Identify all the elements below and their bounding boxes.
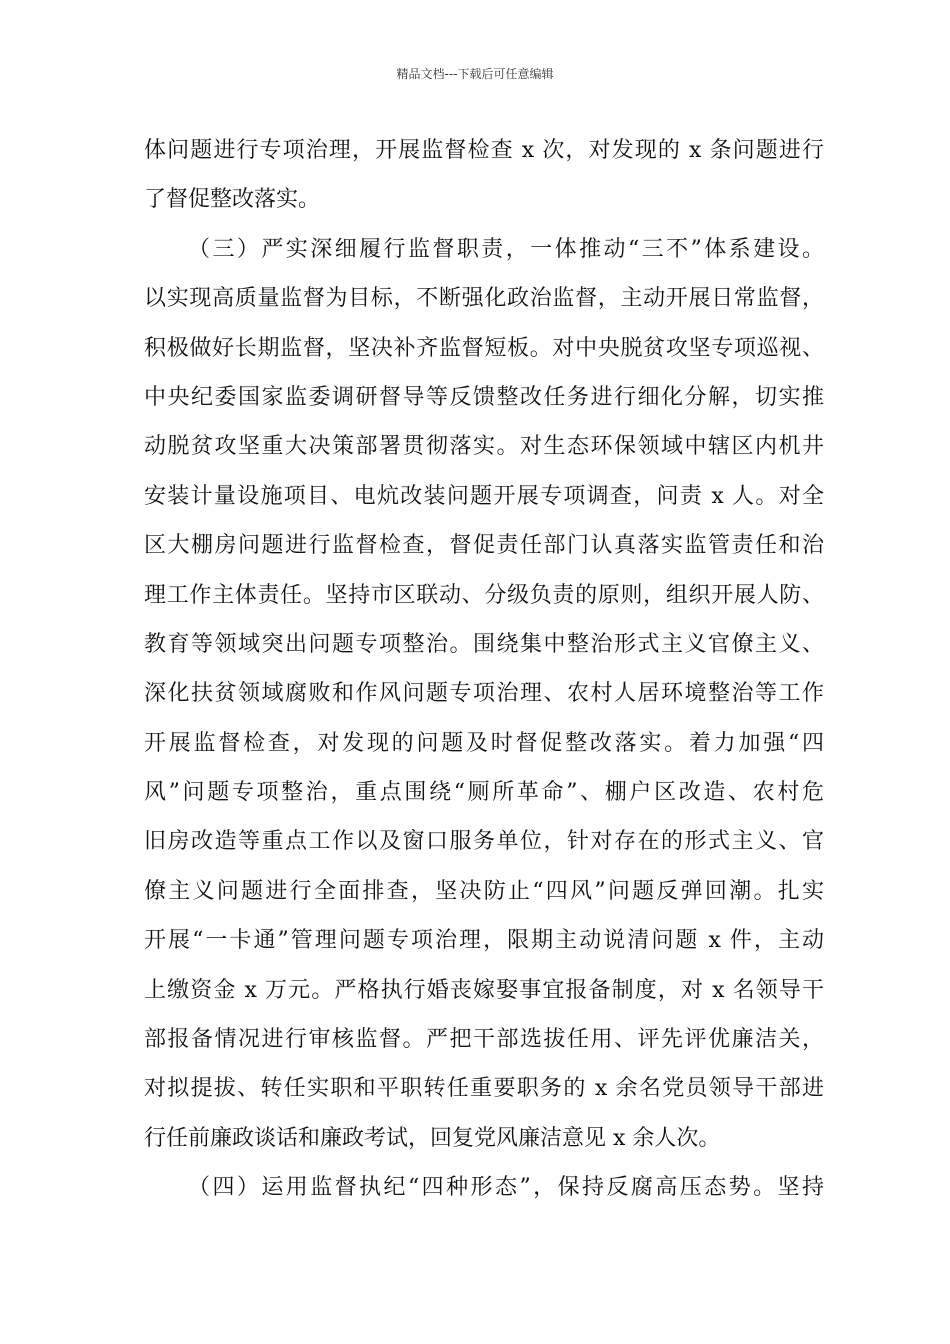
document-body <box>144 126 824 1213</box>
text-line: 体问题进行专项治理，开展监督检查 x 次，对发现的 x 条问题进行 <box>144 138 824 163</box>
text-line: 安装计量设施项目、电炕改装问题开展专项调查，问责 x 人。对全 <box>144 483 824 509</box>
text-line: 行任前廉政谈话和廉政考试，回复党风廉洁意见 x 余人次。 <box>144 1125 721 1151</box>
text-line: 上缴资金 x 万元。严格执行婚丧嫁娶事宜报备制度，对 x 名领导干 <box>144 977 824 1003</box>
text-line: 中央纪委国家监委调研督导等反馈整改任务进行细化分解，切实推 <box>144 384 824 410</box>
text-line: （四）运用监督执纪“四种形态”，保持反腐高压态势。坚持 <box>188 1175 824 1201</box>
text-line: 对拟提拔、转任实职和平职转任重要职务的 x 余名党员领导干部进 <box>144 1076 824 1102</box>
text-line: 开展监督检查，对发现的问题及时督促整改落实。着力加强“四 <box>144 730 824 756</box>
text-line: 理工作主体责任。坚持市区联动、分级负责的原则，组织开展人防、 <box>144 582 824 608</box>
text-line: 以实现高质量监督为目标，不断强化政治监督，主动开展日常监督， <box>144 286 824 312</box>
text-line: 教育等领域突出问题专项整治。围绕集中整治形式主义官僚主义、 <box>144 631 824 657</box>
page-header: 精品文档---下载后可任意编辑 <box>396 67 554 81</box>
text-line: （三）严实深细履行监督职责，一体推动“三不”体系建设。 <box>188 236 824 262</box>
text-line: 了督促整改落实。 <box>144 187 321 213</box>
text-line: 区大棚房问题进行监督检查，督促责任部门认真落实监管责任和治 <box>144 533 824 559</box>
text-line: 僚主义问题进行全面排查，坚决防止“四风”问题反弹回潮。扎实 <box>144 878 824 904</box>
text-line: 开展“一卡通”管理问题专项治理，限期主动说清问题 x 件，主动 <box>144 928 824 954</box>
text-line: 部报备情况进行审核监督。严把干部选拔任用、评先评优廉洁关， <box>144 1027 824 1053</box>
text-line: 积极做好长期监督，坚决补齐监督短板。对中央脱贫攻坚专项巡视、 <box>144 335 824 361</box>
text-line: 风”问题专项整治，重点围绕“厕所革命”、棚户区改造、农村危 <box>144 780 824 806</box>
text-line: 旧房改造等重点工作以及窗口服务单位，针对存在的形式主义、官 <box>144 829 824 855</box>
text-line: 动脱贫攻坚重大决策部署贯彻落实。对生态环保领域中辖区内机井 <box>144 434 824 460</box>
text-line: 深化扶贫领域腐败和作风问题专项治理、农村人居环境整治等工作 <box>144 681 824 707</box>
